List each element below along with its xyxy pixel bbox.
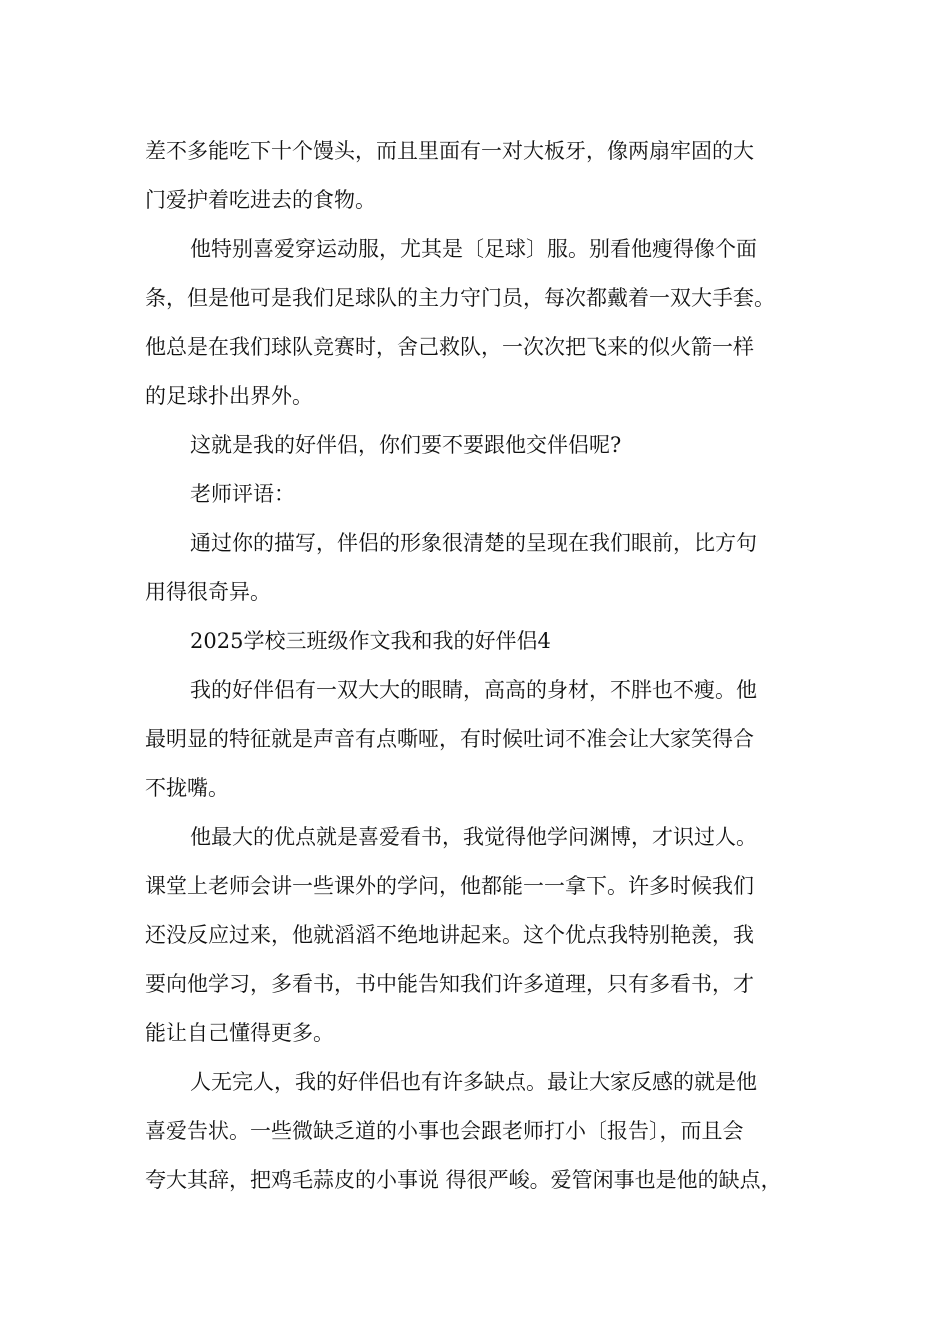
teacher-comment-label: 老师评语： bbox=[190, 482, 295, 506]
text-line-20: 人无完人，我的好伴侣也有许多缺点。最让大家反感的就是他 bbox=[190, 1070, 757, 1094]
text-line-17: 还没反应过来，他就滔滔不绝地讲起来。这个优点我特别艳羡，我 bbox=[145, 923, 754, 947]
text-line-9: 通过你的描写，伴侣的形象很清楚的呈现在我们眼前，比方句 bbox=[190, 531, 757, 555]
text-line-22: 夸大其辞，把鸡毛蒜皮的小事说 得很严峻。爱管闲事也是他的缺点， bbox=[145, 1168, 782, 1192]
text-line-10: 用得很奇异。 bbox=[145, 580, 271, 604]
text-line-2: 门爱护着吃进去的食物。 bbox=[145, 188, 376, 212]
text-line-19: 能让自己懂得更多。 bbox=[145, 1021, 334, 1045]
section-heading: 2025学校三班级作文我和我的好伴侣4 bbox=[190, 629, 551, 653]
text-line-5: 他总是在我们球队竞赛时，舍己救队，一次次把飞来的似火箭一样 bbox=[145, 335, 754, 359]
text-line-16: 课堂上老师会讲一些课外的学问，他都能一一拿下。许多时候我们 bbox=[145, 874, 754, 898]
text-line-15: 他最大的优点就是喜爱看书，我觉得他学问渊博，才识过人。 bbox=[190, 825, 757, 849]
text-line-7: 这就是我的好伴侣，你们要不要跟他交伴侣呢? bbox=[190, 433, 622, 457]
text-line-4: 条，但是他可是我们足球队的主力守门员，每次都戴着一双大手套。 bbox=[145, 286, 775, 310]
text-line-1: 差不多能吃下十个馒头，而且里面有一对大板牙，像两扇牢固的大 bbox=[145, 139, 754, 163]
text-line-12: 我的好伴侣有一双大大的眼睛，高高的身材，不胖也不瘦。他 bbox=[190, 678, 757, 702]
document-body bbox=[145, 127, 825, 1205]
text-line-13: 最明显的特征就是声音有点嘶哑，有时候吐词不准会让大家笑得合 bbox=[145, 727, 754, 751]
text-line-6: 的足球扑出界外。 bbox=[145, 384, 313, 408]
text-line-3: 他特别喜爱穿运动服，尤其是〔足球〕服。别看他瘦得像个面 bbox=[190, 237, 757, 261]
text-line-14: 不拢嘴。 bbox=[145, 776, 229, 800]
text-line-21: 喜爱告状。一些微缺乏道的小事也会跟老师打小〔报告〕，而且会 bbox=[145, 1119, 744, 1143]
text-line-18: 要向他学习，多看书，书中能告知我们许多道理，只有多看书，才 bbox=[145, 972, 754, 996]
